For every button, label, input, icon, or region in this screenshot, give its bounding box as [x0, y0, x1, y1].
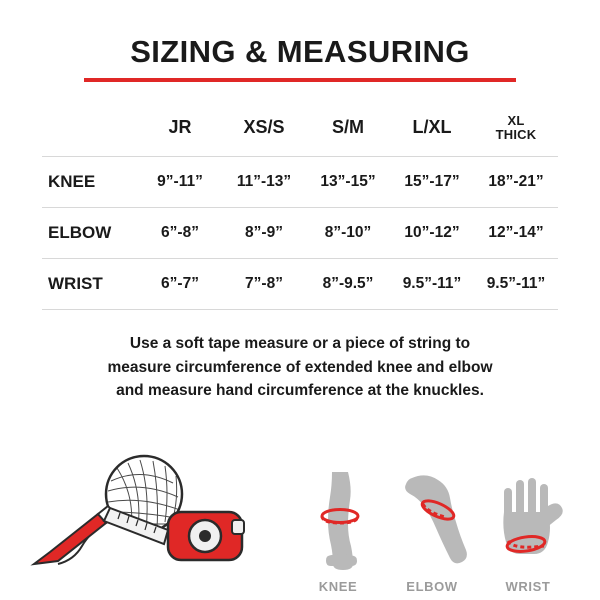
cell-wrist-jr: 6”-7” — [161, 275, 199, 293]
cell-wrist-xl-thick: 9.5”-11” — [486, 275, 546, 293]
page-title: SIZING & MEASURING — [130, 34, 470, 69]
yarn-ball-and-tape-measure-icon — [16, 446, 266, 576]
wrist-figure — [478, 472, 578, 594]
knee-figure — [288, 472, 388, 594]
xl-thick-line2: THICK — [495, 126, 537, 142]
cell-knee-s-m: 13”-15” — [320, 173, 376, 191]
title-block — [0, 0, 600, 82]
title-underline-rule — [84, 78, 516, 82]
wrist-hand-diagram-icon — [478, 472, 578, 572]
row-label-knee: KNEE — [48, 172, 96, 192]
column-header-blank — [42, 108, 138, 157]
cell-wrist-s-m: 8”-9.5” — [322, 275, 374, 293]
sizing-table — [42, 108, 558, 311]
elbow-figure — [382, 472, 482, 594]
elbow-diagram-icon — [382, 472, 482, 572]
figure-caption-wrist: WRIST — [505, 579, 551, 594]
cell-knee-jr: 9”-11” — [157, 173, 203, 191]
table-row — [42, 259, 558, 310]
cell-wrist-xs-s: 7”-8” — [245, 275, 283, 293]
cell-elbow-l-xl: 10”-12” — [404, 224, 460, 242]
knee-diagram-icon — [288, 472, 388, 572]
cell-elbow-jr: 6”-8” — [161, 224, 199, 242]
figure-caption-knee: KNEE — [318, 579, 358, 594]
table-row — [42, 208, 558, 259]
table-body — [42, 157, 558, 310]
row-label-elbow: ELBOW — [48, 223, 112, 243]
cell-elbow-s-m: 8”-10” — [324, 224, 372, 242]
column-header-xl-thick — [474, 108, 558, 157]
column-header-jr: JR — [168, 117, 192, 138]
illustration-strip — [0, 440, 600, 600]
sizing-table-wrapper — [42, 108, 558, 311]
instructions-line-1: Use a soft tape measure or a piece of string to — [129, 335, 471, 353]
table-header — [42, 108, 558, 157]
cell-wrist-l-xl: 9.5”-11” — [402, 275, 462, 293]
cell-knee-xl-thick: 18”-21” — [488, 173, 544, 191]
cell-elbow-xl-thick: 12”-14” — [488, 224, 544, 242]
xl-thick-line1: XL — [507, 112, 525, 128]
column-header-s-m: S/M — [331, 117, 364, 138]
column-header-l-xl: L/XL — [412, 117, 452, 138]
instructions-line-2: measure circumference of extended knee and elbow — [107, 358, 493, 376]
column-header-xl-thick-text — [474, 114, 558, 143]
cell-knee-xs-s: 11”-13” — [236, 173, 292, 191]
instructions-block — [34, 332, 566, 403]
figure-caption-elbow: ELBOW — [406, 579, 458, 594]
table-row — [42, 157, 558, 208]
cell-knee-l-xl: 15”-17” — [404, 173, 460, 191]
row-label-wrist: WRIST — [48, 274, 103, 294]
table-header-row — [42, 108, 558, 157]
instructions-line-3: and measure hand circumference at the knuckles. — [116, 382, 484, 400]
column-header-xs-s: XS/S — [243, 117, 285, 138]
cell-elbow-xs-s: 8”-9” — [245, 224, 283, 242]
